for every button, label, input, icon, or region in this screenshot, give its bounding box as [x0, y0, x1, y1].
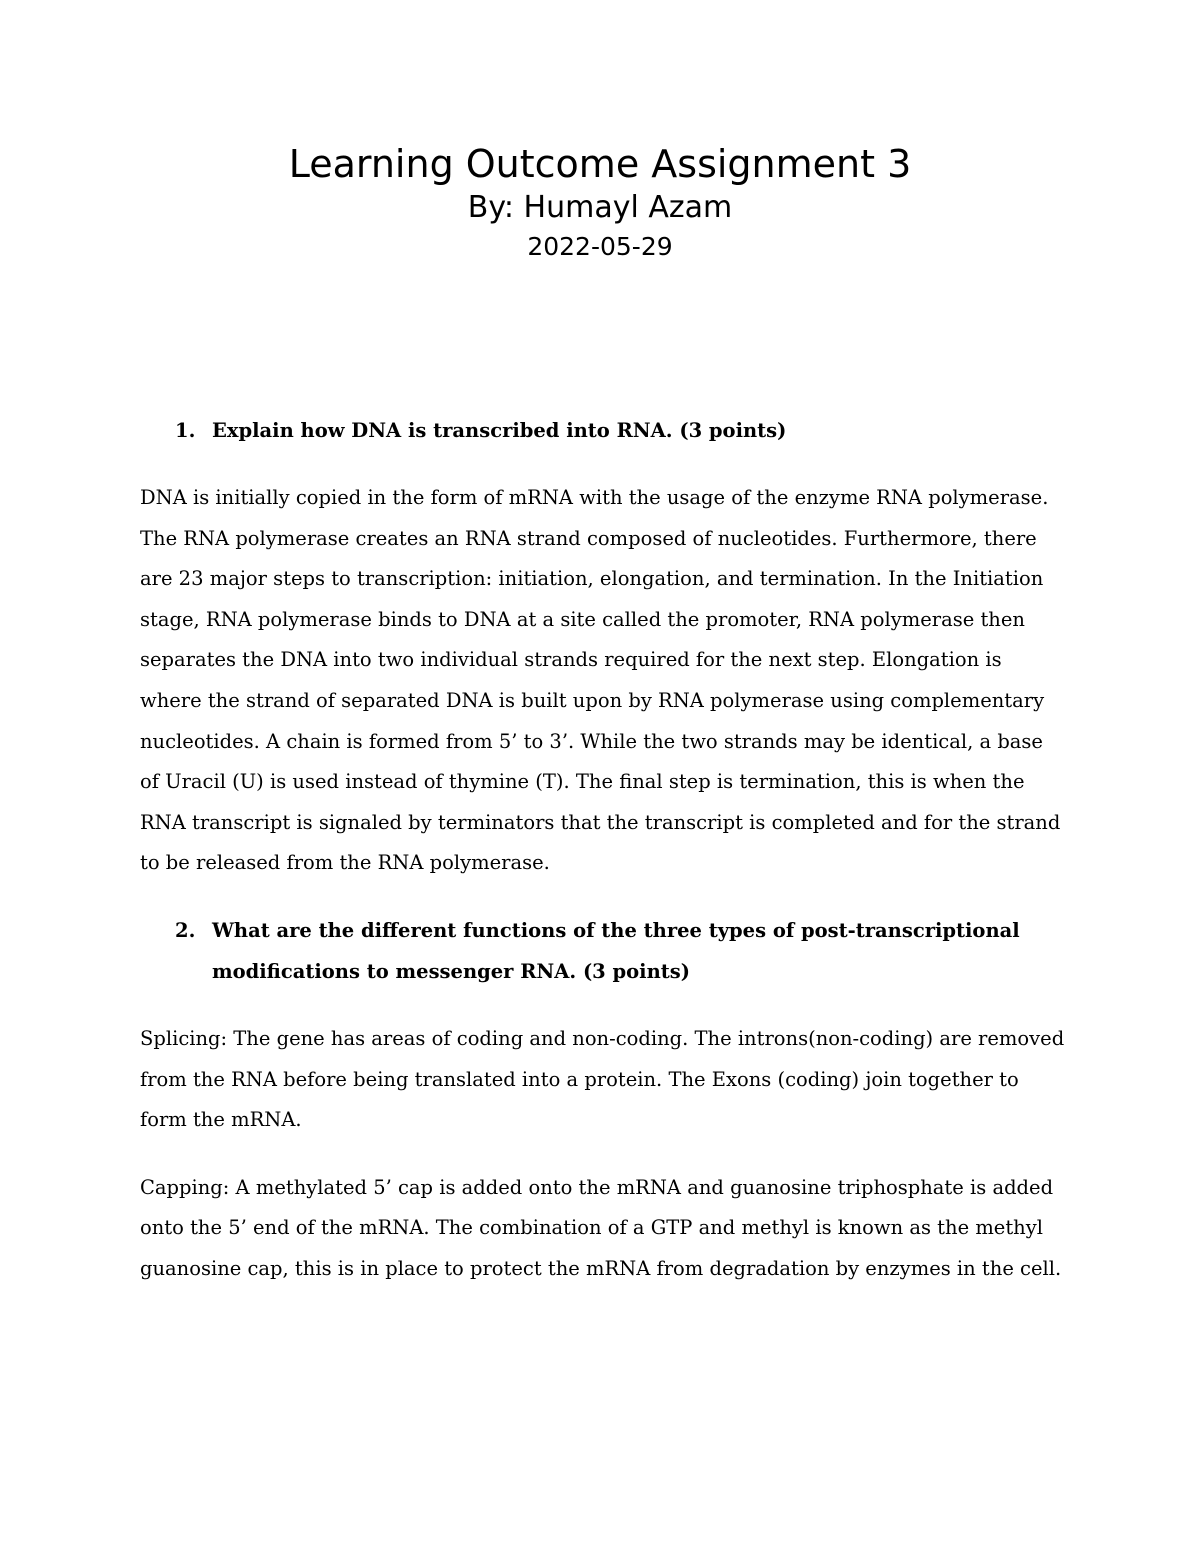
- question-2: [140, 910, 1065, 992]
- answer-paragraph: DNA is initially copied in the form of mRNA with the usage of the enzyme RNA polymerase. The RNA polymerase creates an RNA strand composed of nucleotides. Furthermore, there are 23 major steps to transcription: initiation, elongation, and termination. In the Initiation stage, RNA polymerase binds to DNA at a site called the promoter, RNA polymerase then separates the DNA into two individual strands required for the next step. Elongation is where the strand of separated DNA is built upon by RNA polymerase using complementary nucleotides. A chain is formed from 5’ to 3’. While the two strands may be identical, a base of Uracil (U) is used instead of thymine (T). The final step is termination, this is when the RNA transcript is signaled by terminators that the transcript is completed and for the strand to be released from the RNA polymerase.: [140, 486, 1061, 875]
- answer-paragraph-splicing: Splicing: The gene has areas of coding and non-coding. The introns(non-coding) are removed from the RNA before being translated into a protein. The Exons (coding) join together to form the mRNA.: [140, 1026, 1065, 1132]
- answer-paragraph-capping: Capping: A methylated 5’ cap is added onto the mRNA and guanosine triphosphate is added onto the 5’ end of the mRNA. The combination of a GTP and methyl is known as the methyl guanosine cap, this is in place to protect the mRNA from degradation by enzymes in the cell.: [140, 1175, 1062, 1280]
- question-number: 1.: [175, 419, 196, 442]
- document-author: By: Humayl Azam: [467, 190, 733, 225]
- document-body: [140, 410, 1065, 1290]
- question-number: 2.: [175, 918, 196, 942]
- document-title: Learning Outcome Assignment 3: [288, 142, 912, 186]
- title-block: [0, 140, 1200, 264]
- question-text: Explain how DNA is transcribed into RNA. (3 points): [212, 419, 787, 442]
- question-1: [140, 410, 1065, 451]
- question-text: What are the different functions of the three types of post-transcriptional modifications to messenger RNA. (3 points): [212, 918, 1020, 983]
- document-date: 2022-05-29: [527, 232, 673, 261]
